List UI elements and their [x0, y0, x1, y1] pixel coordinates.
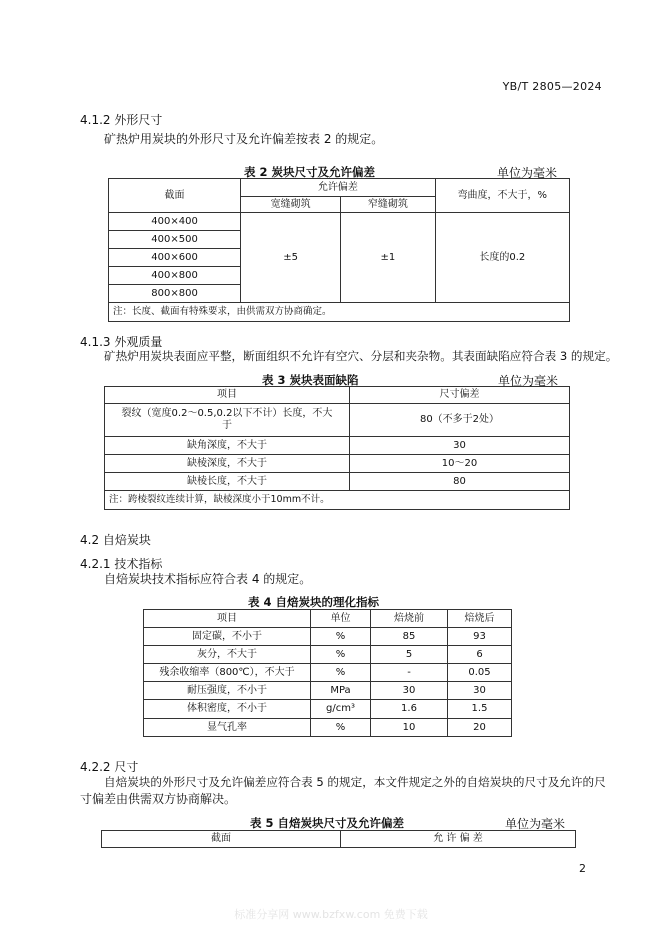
t4-before: 1.6 [371, 700, 448, 719]
t4-before: 5 [371, 646, 448, 664]
section-4-1-3-text: 矿热炉用炭块表面应平整，断面组织不允许有空穴、分层和夹杂物。其表面缺陷应符合表 3 的规定。 [104, 349, 618, 363]
t4-item: 灰分，不大于 [144, 646, 311, 664]
watermark: 标准分享网 www.bzfxw.com 免费下载 [234, 908, 428, 921]
table3-unit: 单位为毫米 [498, 374, 559, 388]
table3-caption: 表 3 炭块表面缺陷 [262, 373, 359, 387]
t4-before: 30 [371, 682, 448, 700]
t2-h-section: 截面 [109, 179, 241, 213]
t4-before: - [371, 664, 448, 682]
t2-row-section: 400×400 [109, 213, 241, 231]
table2 [108, 178, 570, 322]
t2-wide-value: ±5 [241, 213, 341, 303]
t3-item: 缺棱长度，不大于 [105, 473, 350, 491]
t4-item: 体积密度，不小于 [144, 700, 311, 719]
t2-row-section: 800×800 [109, 285, 241, 303]
t4-item: 固定碳，不小于 [144, 628, 311, 646]
t4-after: 0.05 [448, 664, 512, 682]
t4-after: 20 [448, 719, 512, 737]
t4-item: 残余收缩率（800℃），不大于 [144, 664, 311, 682]
t4-after: 1.5 [448, 700, 512, 719]
t4-item: 显气孔率 [144, 719, 311, 737]
t4-unit: % [311, 646, 371, 664]
t4-after: 93 [448, 628, 512, 646]
section-4-1-2-text: 矿热炉用炭块的外形尺寸及允许偏差按表 2 的规定。 [104, 132, 384, 146]
t2-bend-value: 长度的0.2 [435, 213, 569, 303]
t2-row-section: 400×500 [109, 231, 241, 249]
t3-note: 注：跨棱裂纹连续计算，缺棱深度小于10mm不计。 [105, 491, 570, 510]
t4-h-item: 项目 [144, 610, 311, 628]
section-4-1-2-heading: 4.1.2 外形尺寸 [80, 113, 163, 127]
t4-unit: g/cm³ [311, 700, 371, 719]
t4-before: 10 [371, 719, 448, 737]
t4-h-unit: 单位 [311, 610, 371, 628]
table5-caption: 表 5 自焙炭块尺寸及允许偏差 [250, 816, 405, 830]
page-number: 2 [579, 862, 586, 875]
t3-value: 80 [350, 473, 570, 491]
t2-row-section: 400×600 [109, 249, 241, 267]
t3-h-dev: 尺寸偏差 [350, 387, 570, 404]
t4-unit: % [311, 719, 371, 737]
t4-unit: % [311, 664, 371, 682]
table2-caption: 表 2 炭块尺寸及允许偏差 [244, 165, 376, 179]
t3-value: 10～20 [350, 455, 570, 473]
section-4-2-2-heading: 4.2.2 尺寸 [80, 760, 139, 774]
t2-narrow-value: ±1 [341, 213, 435, 303]
t3-crack-value: 80（不多于2处） [350, 404, 570, 437]
t3-item: 缺角深度，不大于 [105, 437, 350, 455]
section-4-2-heading: 4.2 自焙炭块 [80, 533, 151, 547]
table2-unit: 单位为毫米 [497, 166, 558, 180]
t4-after: 30 [448, 682, 512, 700]
t4-unit: % [311, 628, 371, 646]
t4-after: 6 [448, 646, 512, 664]
t2-h-bend: 弯曲度，不大于，% [435, 179, 569, 213]
table5 [101, 830, 576, 848]
section-4-2-2-text1: 自焙炭块的外形尺寸及允许偏差应符合表 5 的规定，本文件规定之外的自焙炭块的尺寸及允许的尺 [104, 775, 606, 789]
t3-item: 缺棱深度，不大于 [105, 455, 350, 473]
section-4-2-1-heading: 4.2.1 技术指标 [80, 557, 163, 571]
t5-h-tolerance: 允 许 偏 差 [341, 831, 576, 848]
section-4-1-3-heading: 4.1.3 外观质量 [80, 335, 163, 349]
t2-note: 注：长度、截面有特殊要求，由供需双方协商确定。 [109, 303, 570, 322]
t4-item: 耐压强度，不小于 [144, 682, 311, 700]
t3-h-item: 项目 [105, 387, 350, 404]
table5-unit: 单位为毫米 [505, 817, 566, 831]
table4 [143, 609, 512, 737]
table3 [104, 386, 570, 510]
t2-row-section: 400×800 [109, 267, 241, 285]
t5-h-section: 截面 [102, 831, 341, 848]
section-4-2-1-text: 自焙炭块技术指标应符合表 4 的规定。 [104, 572, 312, 586]
t4-h-before: 焙烧前 [371, 610, 448, 628]
t3-crack-item: 裂纹（宽度0.2～0.5,0.2以下不计）长度，不大 于 [105, 404, 350, 437]
doc-code: YB/T 2805—2024 [502, 80, 602, 93]
t4-unit: MPa [311, 682, 371, 700]
t4-h-after: 焙烧后 [448, 610, 512, 628]
section-4-2-2-text2: 寸偏差由供需双方协商解决。 [80, 792, 237, 806]
t2-h-tolerance: 允许偏差 [241, 179, 436, 197]
t2-h-wide: 宽缝砌筑 [241, 197, 341, 213]
t4-before: 85 [371, 628, 448, 646]
t2-h-narrow: 窄缝砌筑 [341, 197, 435, 213]
table4-caption: 表 4 自焙炭块的理化指标 [248, 595, 380, 609]
t3-value: 30 [350, 437, 570, 455]
